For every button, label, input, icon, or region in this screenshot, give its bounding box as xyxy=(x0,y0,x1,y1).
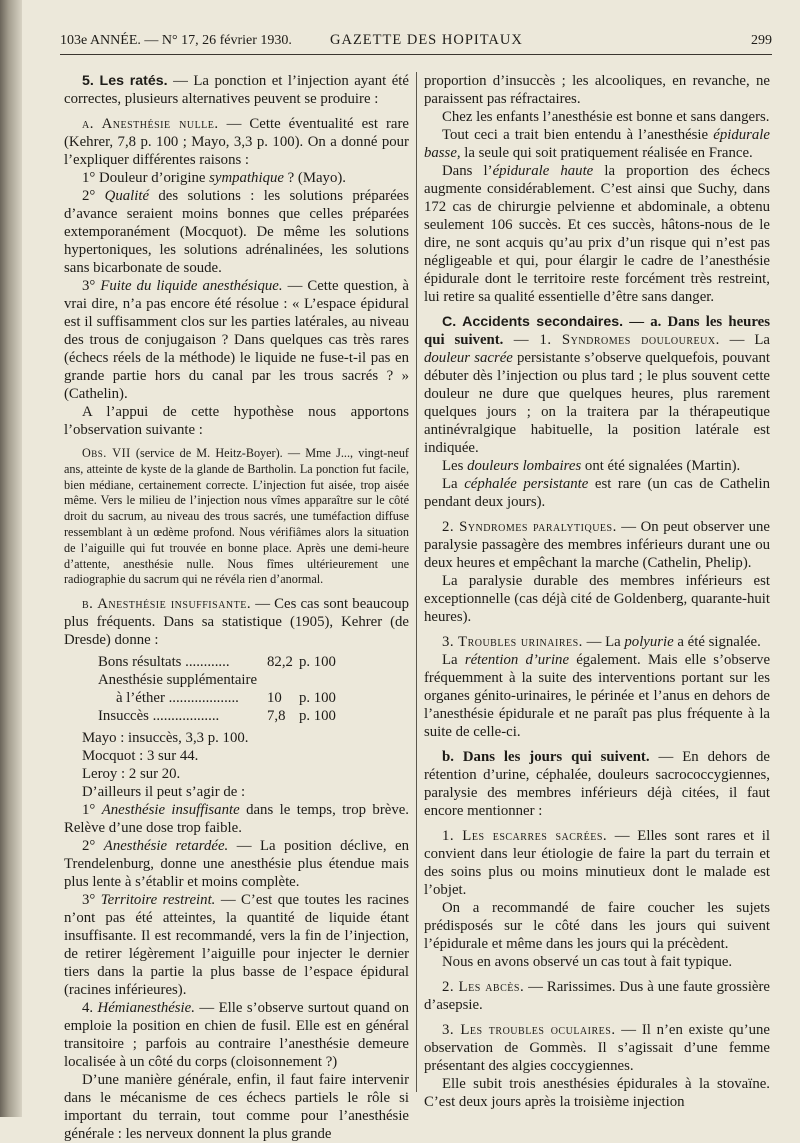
stats-row: Bons résultats ............ 82,2 p. 100 xyxy=(98,654,336,671)
paragraph-abces: 2. Les abcès. — Rarissimes. Dus à une faute grossière d’asepsie. xyxy=(424,979,770,1013)
paragraph-paralysie-durable: La paralysie durable des membres inférieurs est exceptionnelle (cas déjà cité de Goldenberg, quarante-huit heures). xyxy=(424,573,770,625)
paragraph-jours-suivants: b. Dans les jours qui suivent. — En dehors de rétention d’urine, céphalée, douleurs sacrococcygiennes, paralysie des membres inférieurs déjà citées, il faut encore mentionner : xyxy=(424,749,770,819)
line-mocquot: Mocquot : 3 sur 44. xyxy=(82,748,199,765)
section-accidents-secondaires: C. Accidents secondaires. — a. Dans les heures qui suivent. — 1. Syndromes douloureux. — La douleur sacrée persistante s’observe quelquefois, pouvant débuter dès l’injection ou plus tard ; le plus souvent cette douleur ne dure que quelques heures, plus rarement quelques jours ; on la traitera par la thérapeutique antinévralgique habituelle, la position latérale est indiquée. xyxy=(424,314,770,456)
observation-vii: Obs. VII (service de M. Heitz-Boyer). — Mme J..., vingt-neuf ans, atteinte de kyste de la glande de Bartholin. La ponction fut facile, bien médiane, certainement correcte. L’injection fut aisée, trop aisée même. Vers le milieu de l’injection nous vîmes apparaître sur le côté droit du sacrum, au niveau des trous sacrés, une tuméfaction diffuse ressemblant à un œdème profond. Nous vérifiâmes alors la situation de l’aiguille qui fut trouvée en bonne place. Après une demi-heure d’attente, anesthésie nulle. Nous fîmes ultérieurement une radiographie du sacrum qui ne révéla rien d’anormal. xyxy=(64,446,409,587)
paragraph-appui: A l’appui de cette hypothèse nous apportons l’observation suivante : xyxy=(64,404,409,438)
item-b1: 1° Anesthésie insuffisante dans le temps, trop brève. Relève d’une dose trop faible. xyxy=(64,802,409,837)
column-divider xyxy=(416,72,417,1092)
kehrer-statistics-table xyxy=(98,653,336,725)
section-rates: 5. Les ratés. — La ponction et l’injection ayant été correctes, plusieurs alternatives peuvent se produire : xyxy=(64,73,409,107)
header-issue-info: 103e ANNÉE. — N° 17, 26 février 1930. xyxy=(60,33,292,48)
item-1-douleur: 1° Douleur d’origine sympathique ? (Mayo). xyxy=(82,170,346,186)
paragraph-epidurale-basse: Tout ceci a trait bien entendu à l’anesthésie épidurale basse, la seule qui soit pratiquement réalisée en France. xyxy=(424,127,770,161)
paragraph-coucher: On a recommandé de faire coucher les sujets prédisposés sur le côté dans les jours qui suivent l’épidurale et même dans les jours qui la précèdent. xyxy=(424,900,770,952)
right-column xyxy=(424,72,771,1110)
header-journal-title: GAZETTE DES HOPITAUX xyxy=(330,32,523,48)
paragraph-anesthesie-nulle: a. Anesthésie nulle. — Cette éventualité est rare (Kehrer, 7,8 p. 100 ; Mayo, 3,3 p. 100). On a donné pour l’expliquer différentes raisons : xyxy=(64,116,409,168)
item-b3: 3° Territoire restreint. — C’est que toutes les racines n’ont pas été atteintes, la quantité de liquide étant insuffisante. Il est recommandé, vers la fin de l’injection, de retirer légèrement l’aiguille pour injecter le dernier tiers dans la partie la plus basse de l’espace épidural (racines inférieures). xyxy=(64,892,410,999)
paragraph-stovaine: Elle subit trois anesthésies épidurales à la stovaïne. C’est deux jours après la troisième injection xyxy=(424,1076,770,1110)
stats-row: à l’éther ................... 10 p. 100 xyxy=(116,690,336,707)
paragraph-troubles-urinaires: 3. Troubles urinaires. — La polyurie a été signalée. xyxy=(442,634,761,650)
running-header xyxy=(60,30,772,55)
paragraph-anesthesie-insuffisante: b. Anesthésie insuffisante. — Ces cas sont beaucoup plus fréquents. Dans sa statistique (1905), Kehrer (de Dresde) donne : xyxy=(64,596,409,649)
paragraph-cephalee: La céphalée persistante est rare (un cas de Cathelin pendant deux jours). xyxy=(424,476,770,510)
paragraph-continuation: proportion d’insuccès ; les alcooliques, en revanche, ne paraissent pas réfractaires. xyxy=(424,73,770,107)
paragraph-epidurale-haute: Dans l’épidurale haute la proportion des échecs augmente considérablement. C’est ainsi que Suchy, dans 172 cas de chirurgie pelvienne et abdominale, a obtenu seulement 106 succès. Et ces succès, hâtons-nous de le dire, ne sont acquis qu’au prix d’un risque qui n’est pas négligeable et qui, pour élargir le cadre de l’anesthésie épidurale dont le territoire reste forcément très restreint, lui retire sa qualité essentielle d’être sans danger. xyxy=(424,163,770,305)
paragraph-enfants: Chez les enfants l’anesthésie est bonne et sans dangers. xyxy=(442,109,770,125)
paragraph-cas-typique: Nous en avons observé un cas tout à fait typique. xyxy=(442,954,733,970)
line-mayo: Mayo : insuccès, 3,3 p. 100. xyxy=(82,730,249,747)
item-2-qualite: 2° Qualité des solutions : les solutions préparées d’avance seraient moins bonnes que celles préparées extemporanément (Mocquot). De même les solutions hypertoniques, les solutions adrénalinées, les solutions sans bicarbonate de soude. xyxy=(64,188,409,276)
paragraph-closing: D’une manière générale, enfin, il faut faire intervenir dans le mécanisme de ces échecs partiels le rôle si important du terrain, tout comme pour l’anesthésie générale : les nerveux donnent la plus grande xyxy=(64,1072,409,1143)
header-page-number: 299 xyxy=(751,33,772,48)
paragraph-syndromes-paralytiques: 2. Syndromes paralytiques. — On peut observer une paralysie passagère des membres inférieurs durant une ou deux heures et empêchant la marche (Cathelin, Phelip). xyxy=(424,519,770,571)
stats-row: Insuccès .................. 7,8 p. 100 xyxy=(98,708,336,725)
paragraph-retention: La rétention d’urine également. Mais elle s’observe fréquemment à la suite des interventions portant sur les organes génito-urinaires, le périnée et l’anus en dehors de l’anesthésie épidurale et ne paraît pas plus fréquente à la suite de celle-ci. xyxy=(424,652,771,740)
paragraph-escarres: 1. Les escarres sacrées. — Elles sont rares et il convient dans leur étiologie de faire la part du terrain et des soins plus ou moins minutieux dont le malade est l’objet. xyxy=(424,828,770,898)
paragraph-troubles-oculaires: 3. Les troubles oculaires. — Il n’en existe qu’une observation de Gommès. Il s’agissait d’une femme présentant des algies coccygiennes. xyxy=(424,1022,770,1074)
item-b4: 4. Hémianesthésie. — Elle s’observe surtout quand on emploie la position en chien de fusil. Elle est en général transitoire ; parfois au contraire l’anesthésie demeure localisée à un côté du corps (cloisonnement ?) xyxy=(64,1000,409,1071)
line-leroy: Leroy : 2 sur 20. xyxy=(82,766,181,783)
left-column xyxy=(64,72,410,1143)
paragraph-lombaires: Les douleurs lombaires ont été signalées (Martin). xyxy=(442,458,741,474)
item-3-fuite: 3° Fuite du liquide anesthésique. — Cette question, à vrai dire, n’a pas encore été résolue : « L’espace épidural est il suffisamment clos sur les parties latérales, au niveau des trous de conjugaison ? Dans quelques cas très rares (échecs réels de la méthode) le liquide ne fuse-t-il pas en grande partie hors du canal par les trous sacrés ? » (Cathelin). xyxy=(64,278,410,402)
book-spine-shadow xyxy=(0,0,22,1117)
stats-row: Anesthésie supplémentaire xyxy=(98,672,258,689)
line-dailleurs: D’ailleurs il peut s’agir de : xyxy=(82,784,246,801)
item-b2: 2° Anesthésie retardée. — La position déclive, en Trendelenburg, donne une anesthésie plus étendue mais plus lente à s’établir et moins complète. xyxy=(64,838,409,891)
